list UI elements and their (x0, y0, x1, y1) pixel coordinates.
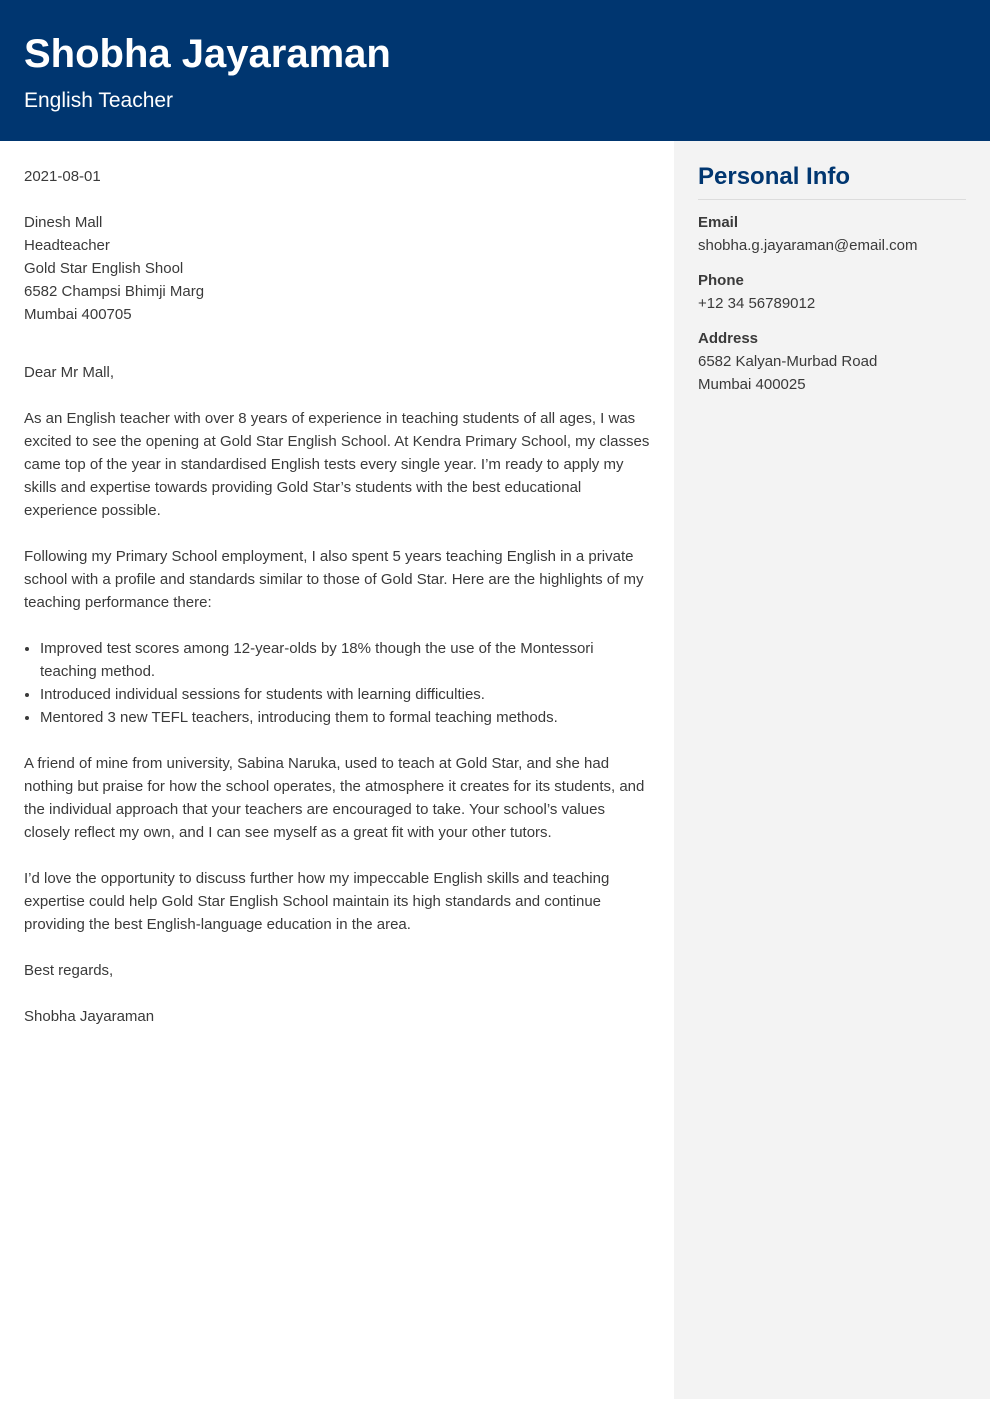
paragraph-experience: Following my Primary School employment, I also spent 5 years teaching English in a private school with a profile and standards similar to those of Gold Star. Here are the highlights of my teaching performance there: (24, 548, 644, 611)
applicant-name: Shobha Jayaraman (24, 32, 391, 76)
paragraph-reference: A friend of mine from university, Sabina Naruka, used to teach at Gold Star, and she had nothing but praise for how the school operates, the atmosphere it creates for its students, and the individual approach that your teachers are encouraged to take. Your school’s values closely reflect my own, and I can see myself as a great fit with your other tutors. (24, 755, 645, 841)
job-title: English Teacher (24, 89, 174, 112)
address-section (698, 327, 978, 396)
paragraph-intro: As an English teacher with over 8 years of experience in teaching students of all ages, I was excited to see the opening at Gold Star English School. At Kendra Primary School, my classes came top of the year in standardised English tests every single year. I’m ready to apply my skills and expertise towards providing Gold Star’s students with the best educational experience possible. (24, 410, 650, 519)
phone-section (698, 269, 978, 315)
sidebar-heading: Personal Info (698, 161, 966, 200)
email-label: Email (698, 214, 739, 231)
address-line-1: 6582 Kalyan-Murbad Road (698, 353, 878, 370)
highlights-list (24, 637, 654, 729)
letter-date: 2021-08-01 (24, 168, 101, 185)
recipient-name: Dinesh Mall (24, 214, 103, 231)
address-label: Address (698, 330, 759, 347)
letter-body (24, 165, 654, 1051)
list-item: • Introduced individual sessions for students with learning difficulties. (40, 683, 654, 706)
recipient-position: Headteacher (24, 237, 110, 254)
phone-label: Phone (698, 272, 744, 289)
personal-info-sidebar (674, 141, 990, 1399)
email-section (698, 211, 978, 257)
paragraph-closing: I’d love the opportunity to discuss further how my impeccable English skills and teaching expertise could help Gold Star English School maintain its high standards and continue providing the best English-language education in the area. (24, 870, 610, 933)
list-item: • Mentored 3 new TEFL teachers, introducing them to formal teaching methods. (40, 706, 654, 729)
list-item: • Improved test scores among 12-year-olds by 18% though the use of the Montessori teaching method. (40, 637, 654, 683)
email-value[interactable]: shobha.g.jayaraman@email.com (698, 237, 918, 254)
recipient-block (24, 211, 654, 326)
phone-value[interactable]: +12 34 56789012 (698, 295, 816, 312)
recipient-company: Gold Star English Shool (24, 260, 184, 277)
closing-line: Best regards, (24, 962, 114, 979)
signature: Shobha Jayaraman (24, 1008, 155, 1025)
recipient-street: 6582 Champsi Bhimji Marg (24, 283, 205, 300)
recipient-city: Mumbai 400705 (24, 306, 132, 323)
address-line-2: Mumbai 400025 (698, 376, 806, 393)
header-banner (0, 0, 990, 141)
salutation: Dear Mr Mall, (24, 364, 115, 381)
